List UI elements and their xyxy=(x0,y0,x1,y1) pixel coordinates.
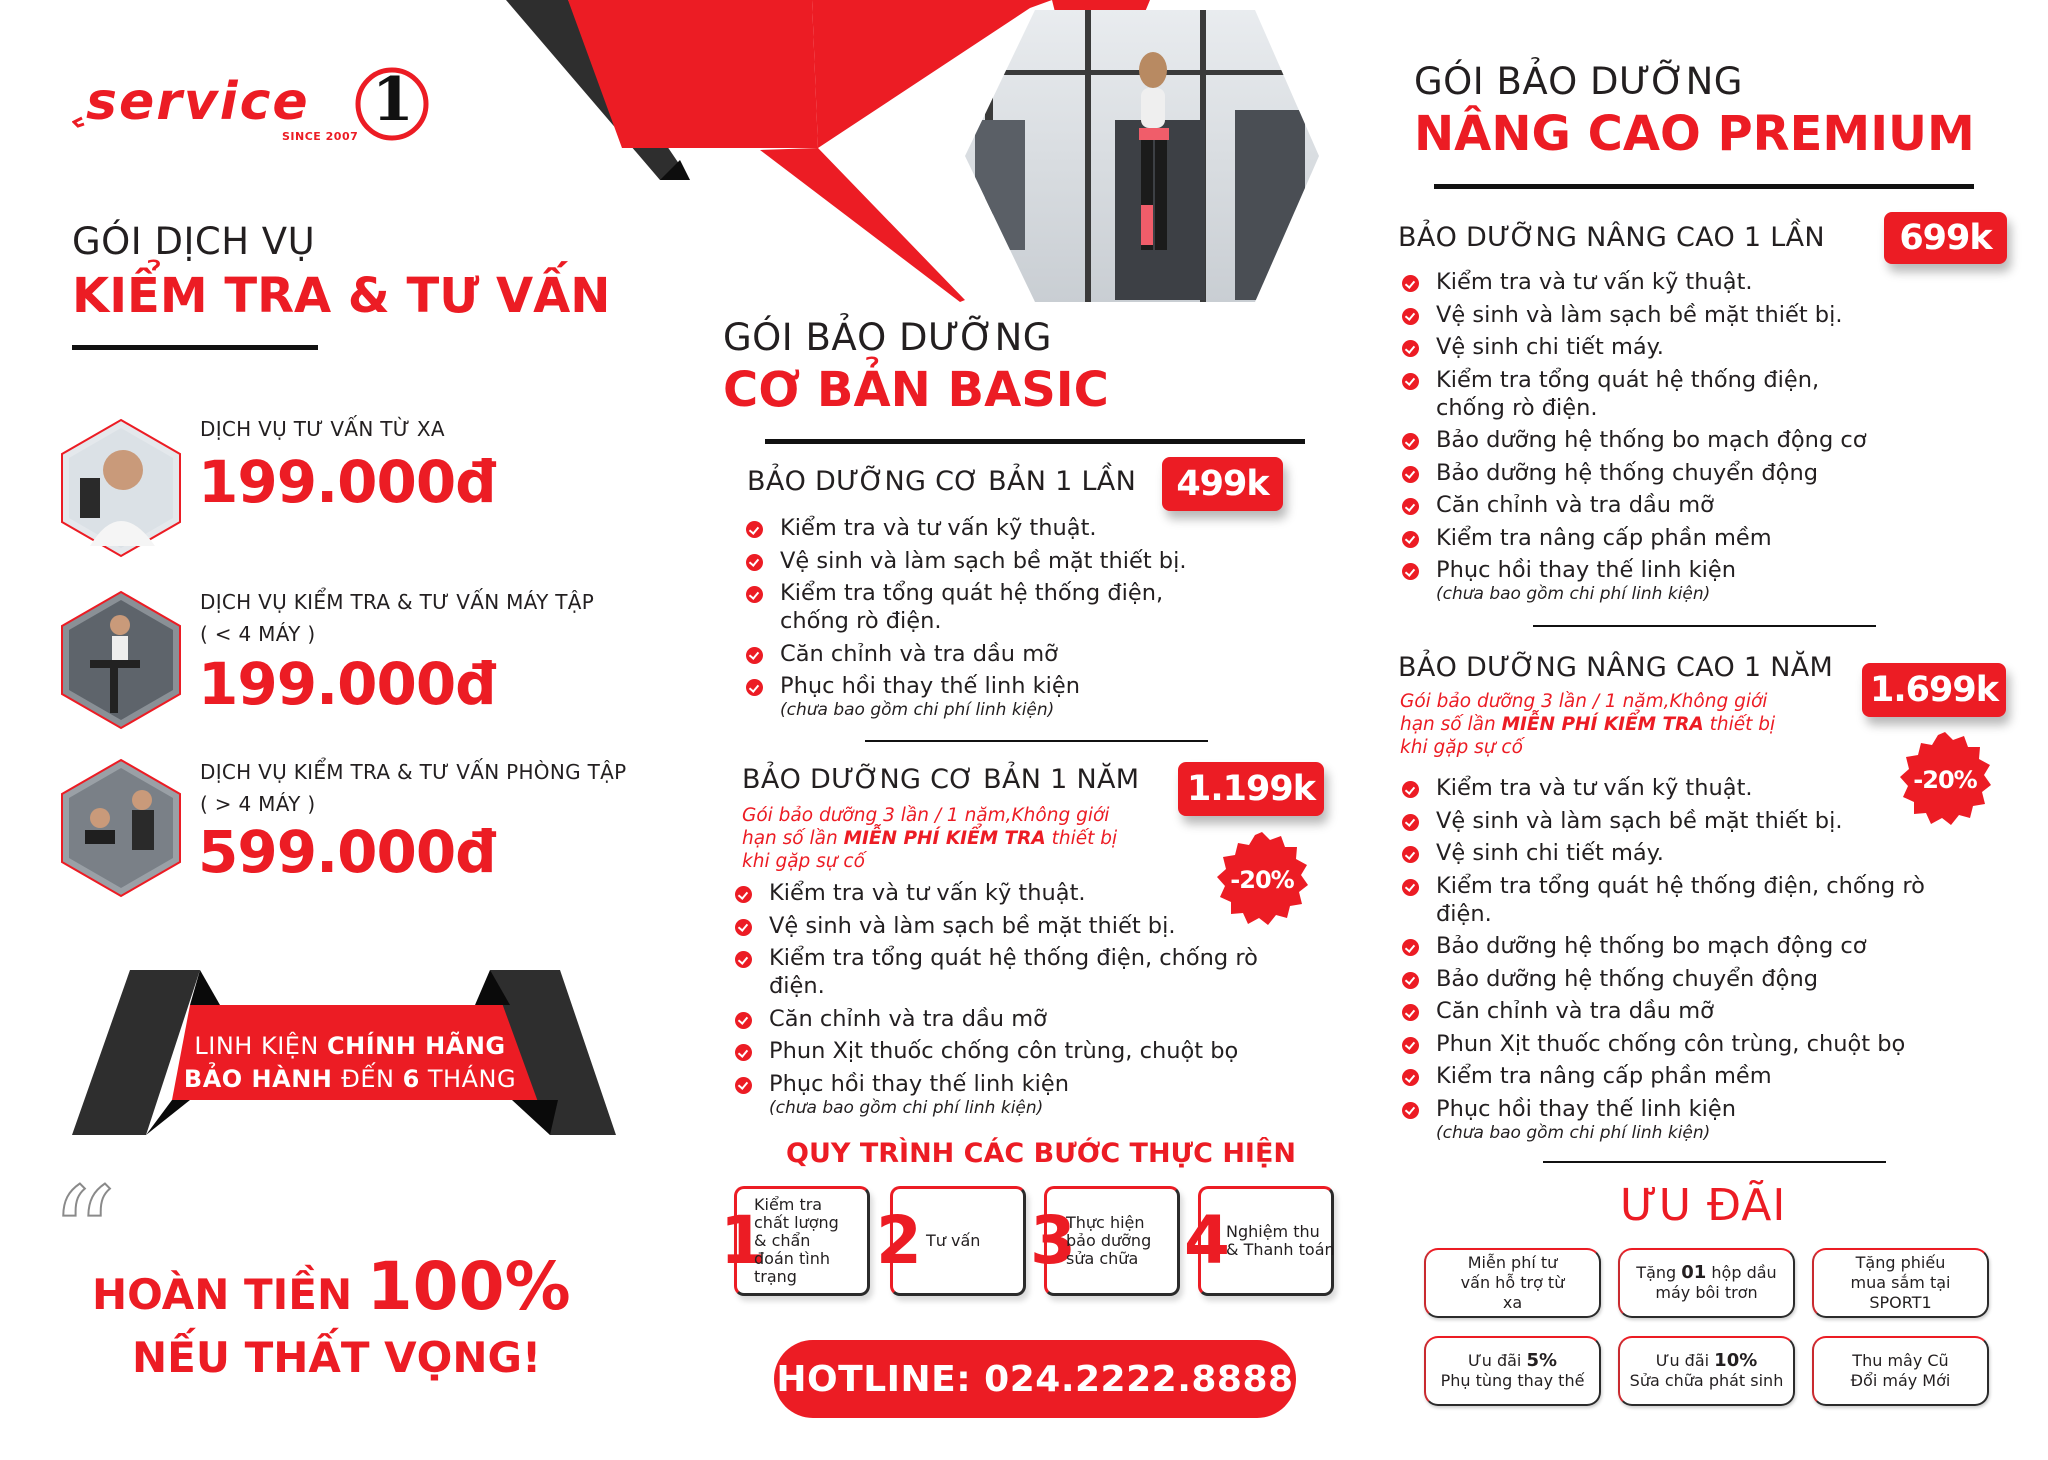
basic-yearly-promo: Gói bảo dưỡng 3 lần / 1 năm,Không giới hạn số lần MIỄN PHÍ KIỂM TRA thiết bị khi gặp sự cố xyxy=(742,805,1118,872)
check-icon xyxy=(1402,1037,1419,1054)
check-icon xyxy=(1402,814,1419,831)
service-title: DỊCH VỤ KIỂM TRA & TƯ VẤN MÁY TẬP xyxy=(200,590,595,614)
list-item: Bảo dưỡng hệ thống chuyển động xyxy=(1400,459,1960,487)
list-item: Phục hồi thay thế linh kiện (chưa bao gồm chi phí linh kiện) xyxy=(1400,556,1960,603)
premium-once-title: BẢO DƯỠNG NÂNG CAO 1 LẦN xyxy=(1398,222,1825,253)
check-icon xyxy=(1402,879,1419,896)
check-icon xyxy=(1402,531,1419,548)
list-item: Vệ sinh và làm sạch bề mặt thiết bị. xyxy=(1400,807,1980,835)
list-item: Vệ sinh và làm sạch bề mặt thiết bị. xyxy=(733,912,1313,940)
check-icon xyxy=(735,1077,752,1094)
basic-once-price-badge: 499k xyxy=(1162,457,1283,511)
basic-yearly-price-badge: 1.199k xyxy=(1178,762,1324,816)
premium-yearly-list xyxy=(1400,774,1980,1146)
premium-yearly-price-badge: 1.699k xyxy=(1862,663,2006,717)
list-item: Phun Xịt thuốc chống côn trùng, chuột bọ xyxy=(1400,1030,1980,1058)
list-item: Vệ sinh chi tiết máy. xyxy=(1400,333,1960,361)
offer-card: Tặng 01 hộp dầu máy bôi trơn xyxy=(1618,1248,1795,1318)
service-title: DỊCH VỤ TƯ VẤN TỪ XA xyxy=(200,417,445,441)
left-heading-line1: GÓI DỊCH VỤ xyxy=(72,220,316,263)
list-item: Kiểm tra và tư vấn kỹ thuật. xyxy=(1400,268,1960,296)
list-item: Vệ sinh và làm sạch bề mặt thiết bị. xyxy=(744,547,1304,575)
list-item: Phục hồi thay thế linh kiện (chưa bao gồm chi phí linh kiện) xyxy=(744,672,1304,719)
check-icon xyxy=(735,919,752,936)
basic-once-list xyxy=(744,514,1304,724)
list-item: Kiểm tra và tư vấn kỹ thuật. xyxy=(1400,774,1980,802)
check-icon xyxy=(735,951,752,968)
parts-cost-note: (chưa bao gồm chi phí linh kiện) xyxy=(769,1097,1044,1118)
list-item: Phục hồi thay thế linh kiện (chưa bao gồm chi phí linh kiện) xyxy=(733,1070,1313,1117)
list-item: Căn chỉnh và tra dầu mỡ xyxy=(1400,997,1980,1025)
left-heading-line2: KIỂM TRA & TƯ VẤN xyxy=(72,268,611,324)
service-image-remote-consult xyxy=(60,418,182,558)
offer-card: Thu mây Cũ Đổi máy Mới xyxy=(1812,1336,1989,1406)
list-item: Kiểm tra tổng quát hệ thống điện, chống rò điện. xyxy=(733,944,1293,1000)
parts-cost-note: (chưa bao gồm chi phí linh kiện) xyxy=(780,700,1055,720)
check-icon xyxy=(1402,1004,1419,1021)
list-item: Kiểm tra và tư vấn kỹ thuật. xyxy=(744,514,1304,542)
premium-once-price-badge: 699k xyxy=(1884,212,2007,264)
list-item: Kiểm tra và tư vấn kỹ thuật. xyxy=(733,879,1313,907)
check-icon xyxy=(1402,498,1419,515)
right-heading-line1: GÓI BẢO DƯỠNG xyxy=(1414,60,1743,103)
process-step-3: 3 Thực hiện bảo dưỡng sửa chữa xyxy=(1030,1186,1180,1299)
discount-starburst: -20% xyxy=(1212,830,1312,930)
check-icon xyxy=(735,1012,752,1029)
basic-yearly-list xyxy=(733,879,1313,1121)
check-icon xyxy=(746,554,763,571)
right-heading-rule xyxy=(1434,184,1974,189)
service-price: 199.000đ xyxy=(198,448,496,516)
service-price: 199.000đ xyxy=(198,650,496,718)
check-icon xyxy=(746,521,763,538)
right-heading-line2: NÂNG CAO PREMIUM xyxy=(1414,106,1975,162)
offers-title: ƯU ĐÃI xyxy=(1620,1180,1787,1231)
list-item: Kiểm tra nâng cấp phần mềm xyxy=(1400,524,1960,552)
list-item: Kiểm tra nâng cấp phần mềm xyxy=(1400,1062,1980,1090)
list-item: Bảo dưỡng hệ thống chuyển động xyxy=(1400,965,1980,993)
quote-mark-icon: “ xyxy=(50,1159,117,1311)
list-item: Căn chỉnh và tra dầu mỡ xyxy=(744,640,1304,668)
check-icon xyxy=(1402,1102,1419,1119)
treadmill-hero-photo xyxy=(965,10,1319,302)
check-icon xyxy=(1402,373,1419,390)
offers-divider xyxy=(1543,1161,1886,1163)
guarantee-line1: HOÀN TIỀN 100% xyxy=(92,1248,571,1325)
check-icon xyxy=(735,1044,752,1061)
check-icon xyxy=(1402,781,1419,798)
process-step-4: 4 Nghiệm thu & Thanh toán xyxy=(1184,1186,1334,1299)
list-item: Kiểm tra tổng quát hệ thống điện, chống rò điện. xyxy=(1400,872,1960,928)
list-item: Căn chỉnh và tra dầu mỡ xyxy=(733,1005,1313,1033)
list-item: Vệ sinh và làm sạch bề mặt thiết bị. xyxy=(1400,301,1960,329)
middle-heading-line2: CƠ BẢN BASIC xyxy=(723,362,1109,418)
list-item: Kiểm tra tổng quát hệ thống điện, chống rò điện. xyxy=(1400,366,1870,422)
check-icon xyxy=(1402,275,1419,292)
list-item: Căn chỉnh và tra dầu mỡ xyxy=(1400,491,1960,519)
offer-card: Ưu đãi 5% Phụ tùng thay thế xyxy=(1424,1336,1601,1406)
list-item: Kiểm tra tổng quát hệ thống điện, chống rò điện. xyxy=(744,579,1214,635)
service-image-equipment-check xyxy=(60,590,182,730)
check-icon xyxy=(735,886,752,903)
offer-card: Tặng phiếu mua sắm tại SPORT1 xyxy=(1812,1248,1989,1318)
check-icon xyxy=(746,647,763,664)
premium-once-list xyxy=(1400,268,1960,608)
service-price: 599.000đ xyxy=(198,818,496,886)
logo-wordmark: service xyxy=(86,72,310,132)
check-icon xyxy=(1402,340,1419,357)
hotline-button[interactable]: HOTLINE: 024.2222.8888 xyxy=(774,1340,1296,1418)
warranty-banner-text: LINH KIỆN CHÍNH HÃNG BẢO HÀNH ĐẾN 6 THÁNG xyxy=(183,1032,517,1093)
check-icon xyxy=(1402,939,1419,956)
logo-number: 1 xyxy=(372,65,414,135)
middle-divider xyxy=(865,740,1208,742)
right-divider xyxy=(1533,625,1876,627)
service-subtitle: ( > 4 MÁY ) xyxy=(200,792,316,816)
service-subtitle: ( < 4 MÁY ) xyxy=(200,622,316,646)
service-image-gym-check xyxy=(60,758,182,898)
guarantee-line2: NẾU THẤT VỌNG! xyxy=(132,1333,542,1382)
list-item: Phun Xịt thuốc chống côn trùng, chuột bọ xyxy=(733,1037,1313,1065)
discount-starburst: -20% xyxy=(1895,730,1995,830)
list-item: Phục hồi thay thế linh kiện (chưa bao gồm chi phí linh kiện) xyxy=(1400,1095,1980,1142)
middle-heading-rule xyxy=(765,439,1305,444)
check-icon xyxy=(1402,466,1419,483)
check-icon xyxy=(1402,972,1419,989)
list-item: Bảo dưỡng hệ thống bo mạch động cơ xyxy=(1400,932,1980,960)
check-icon xyxy=(746,586,763,603)
check-icon xyxy=(1402,846,1419,863)
check-icon xyxy=(1402,563,1419,580)
list-item: Bảo dưỡng hệ thống bo mạch động cơ xyxy=(1400,426,1960,454)
check-icon xyxy=(1402,308,1419,325)
parts-cost-note: (chưa bao gồm chi phí linh kiện) xyxy=(1436,584,1711,604)
logo-since: SINCE 2007 xyxy=(282,130,359,143)
offer-card: Miễn phí tư vấn hỗ trợ từ xa xyxy=(1424,1248,1601,1318)
parts-cost-note: (chưa bao gồm chi phí linh kiện) xyxy=(1436,1122,1711,1143)
check-icon xyxy=(746,679,763,696)
list-item: Vệ sinh chi tiết máy. xyxy=(1400,839,1980,867)
check-icon xyxy=(1402,1069,1419,1086)
check-icon xyxy=(1402,433,1419,450)
basic-once-title: BẢO DƯỠNG CƠ BẢN 1 LẦN xyxy=(747,466,1137,497)
service1-logo xyxy=(72,62,432,152)
process-step-1: 1 Kiểm tra chất lượng & chẩn đoán tình trạng xyxy=(720,1186,870,1299)
middle-heading-line1: GÓI BẢO DƯỠNG xyxy=(723,316,1052,359)
left-heading-rule xyxy=(72,345,318,350)
premium-yearly-title: BẢO DƯỠNG NÂNG CAO 1 NĂM xyxy=(1398,652,1834,683)
basic-yearly-title: BẢO DƯỠNG CƠ BẢN 1 NĂM xyxy=(742,764,1140,795)
process-title: QUY TRÌNH CÁC BƯỚC THỰC HIỆN xyxy=(786,1138,1297,1169)
process-step-2: 2 Tư vấn xyxy=(876,1186,1026,1299)
premium-yearly-promo: Gói bảo dưỡng 3 lần / 1 năm,Không giới hạn số lần MIỄN PHÍ KIỂM TRA thiết bị khi gặp sự cố xyxy=(1400,691,1776,758)
offer-card: Ưu đãi 10% Sửa chữa phát sinh xyxy=(1618,1336,1795,1406)
service-title: DỊCH VỤ KIỂM TRA & TƯ VẤN PHÒNG TẬP xyxy=(200,760,627,784)
